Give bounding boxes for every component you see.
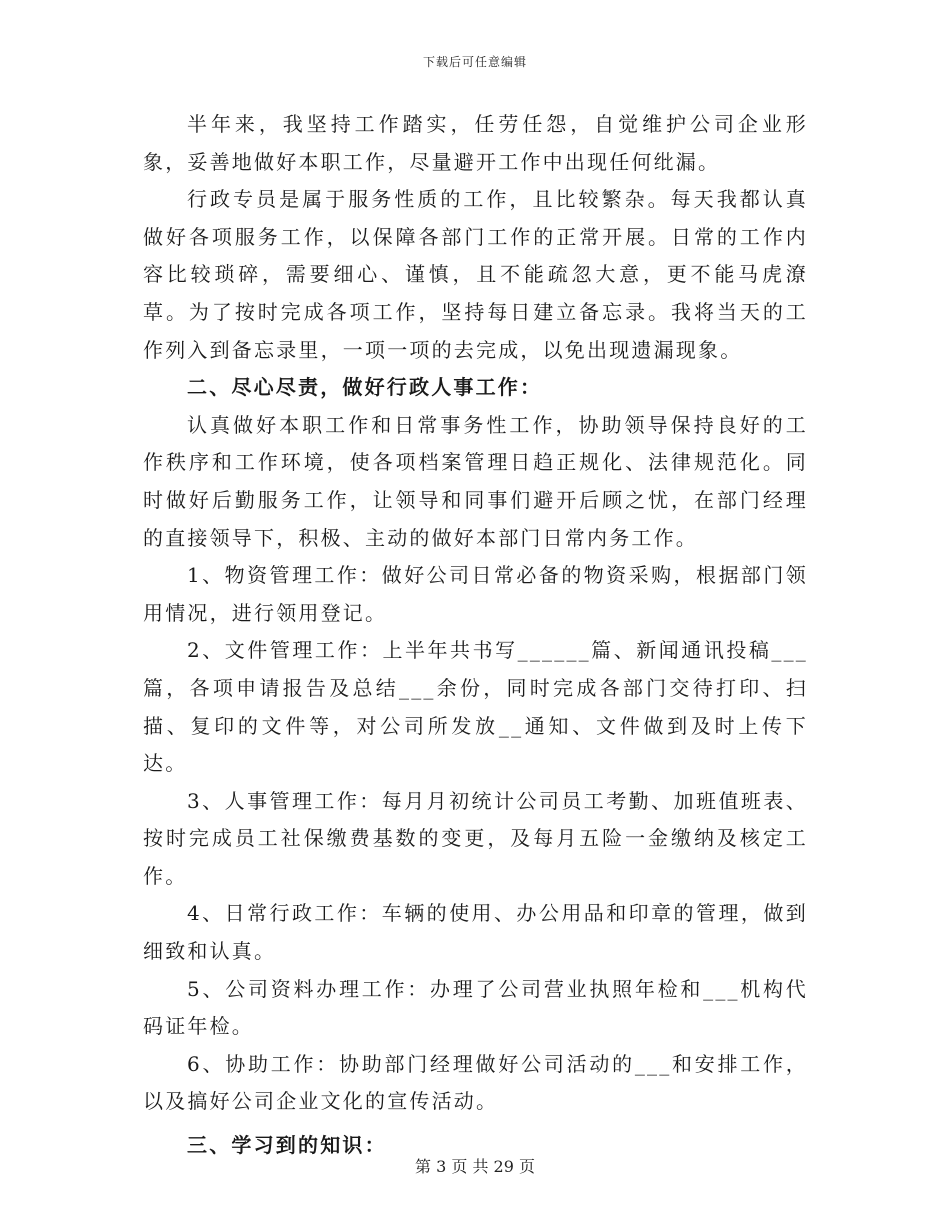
section-heading: 二、尽心尽责，做好行政人事工作： — [187, 375, 543, 400]
list-item: 5、公司资料办理工作：办理了公司营业执照年检和___机构代码证年检。 — [143, 976, 808, 1039]
page-header: 下载后可任意编辑 — [422, 55, 527, 69]
paragraph: 半年来，我坚持工作踏实，任劳任怨，自觉维护公司企业形象，妥善地做好本职工作，尽量避开工作中出现任何纰漏。 — [143, 112, 808, 174]
list-item: 6、协助工作：协助部门经理做好公司活动的___和安排工作，以及搞好公司企业文化的宣传活动。 — [143, 1051, 808, 1114]
section-heading: 三、学习到的知识： — [187, 1133, 387, 1158]
list-item: 2、文件管理工作：上半年共书写______篇、新闻通讯投稿___篇，各项申请报告及总结___余份，同时完成各部门交待打印、扫描、复印的文件等，对公司所发放__通知、文件做到及时上传下达。 — [143, 638, 808, 776]
paragraph: 行政专员是属于服务性质的工作，且比较繁杂。每天我都认真做好各项服务工作，以保障各部门工作的正常开展。日常的工作内容比较琐碎，需要细心、谨慎，且不能疏忽大意，更不能马虎潦草。为了按时完成各项工作，坚持每日建立备忘录。我将当天的工作列入到备忘录里，一项一项的去完成，以免出现遗漏现象。 — [143, 187, 808, 362]
list-item: 4、日常行政工作：车辆的使用、办公用品和印章的管理，做到细致和认真。 — [143, 901, 808, 964]
list-item: 1、物资管理工作：做好公司日常必备的物资采购，根据部门领用情况，进行领用登记。 — [143, 563, 808, 625]
document-body — [143, 106, 808, 1165]
paragraph: 认真做好本职工作和日常事务性工作，协助领导保持良好的工作秩序和工作环境，使各项档案管理日趋正规化、法律规范化。同时做好后勤服务工作，让领导和同事们避开后顾之忧，在部门经理的直接领导下，积极、主动的做好本部门日常内务工作。 — [143, 412, 808, 550]
list-item: 3、人事管理工作：每月月初统计公司员工考勤、加班值班表、按时完成员工社保缴费基数的变更，及每月五险一金缴纳及核定工作。 — [143, 788, 808, 888]
page-number: 第 3 页 共 29 页 — [415, 1157, 535, 1176]
